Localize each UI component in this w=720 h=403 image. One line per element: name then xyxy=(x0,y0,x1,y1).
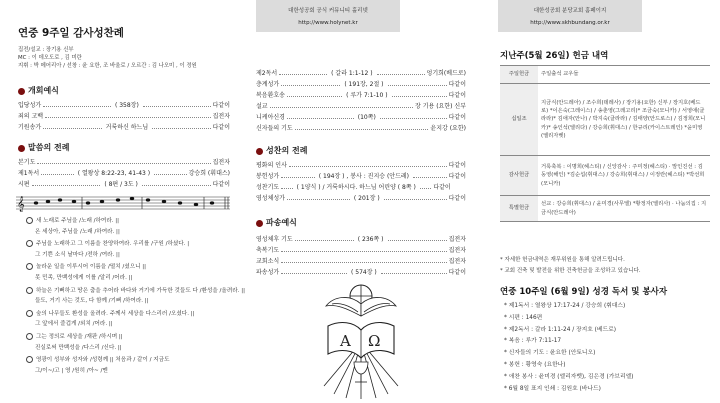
psalm-line: 들도, 거기 사는 것도, 다 함께 /기뻐 /하여라. || xyxy=(35,298,149,305)
order-row: 제1독서 ( 열왕상 8:22-23, 41-43 ) 강승희 (휘대스) xyxy=(18,169,231,177)
reading-item: * 애찬 봉사 : 윤미경 (엘리자벳), 김은경 (가브리엘) xyxy=(504,373,634,380)
order-row: 영성체성가 ( 201장 ) 다같이 xyxy=(256,194,466,202)
left-column xyxy=(0,0,245,403)
psalm-line: 그 기쁜 소식 날마다 /전하 /여라. || xyxy=(35,251,120,258)
banner-title: 대한성공회 공식 커뮤니티 홀리넷 xyxy=(288,8,368,14)
psalm-line: 새 노래로 주님을 /노래 /하여라. || xyxy=(26,217,119,225)
psalm-chant-staff xyxy=(16,194,230,212)
order-row: 시편 ( 8편 / 3도 ) 다같이 xyxy=(18,180,231,188)
church-emblem-illustration xyxy=(320,282,402,400)
offering-content: 선교 : 강승희(휘대스) / 윤미경(사무엘) *황정자(엘리사) · 나눔의집 : 지금식(안드레아) xyxy=(538,196,710,222)
reading-item: * 제2독서 : 갈라 1:11-24 / 장지호 (베드로) xyxy=(504,326,616,333)
order-row: 입당성가 ( 358장) 다같이 xyxy=(18,101,231,109)
offering-content: 주일출석 교우들 xyxy=(538,66,710,84)
offering-title: 지난주(5월 26일) 헌금 내역 xyxy=(500,51,609,61)
right-column xyxy=(480,0,720,403)
psalm-line: 숲의 나무들도 환성을 올려라. 주께서 세상을 다스리러 /오셨다. || xyxy=(26,310,195,318)
verse-circle-icon xyxy=(26,217,33,224)
reading-item: * 신자들의 기도 : 윤요한 (안토니오) xyxy=(504,350,596,357)
order-row: 제2독서 ( 갈라 1:1-12 ) 엉기희(베드로) xyxy=(256,69,467,77)
order-row: 니케아신경 (10쪽) 다같이 xyxy=(256,113,466,121)
section-bullet-icon xyxy=(256,220,263,227)
reading-item: * 복음 : 루가 7:11-17 xyxy=(504,338,562,345)
info-officiant: 집전/설교 : 장기용 신부 xyxy=(18,47,74,53)
table-row xyxy=(500,196,710,222)
holynet-banner xyxy=(256,0,400,32)
reading-item: * 봉헌 : 황영숙 (요한나) xyxy=(504,362,566,368)
offering-note: * 교회 건축 및 발전을 위한 건축헌금을 조성하고 있습니다. xyxy=(500,268,641,274)
banner-url[interactable]: http://www.skhbundang.or.kr xyxy=(530,19,610,26)
order-row: 복음환호송 ( 루가 7:1-10 ) 다같이 xyxy=(256,91,467,99)
table-row xyxy=(500,84,710,156)
verse-circle-icon xyxy=(26,287,33,294)
order-row: 본기도 집전자 xyxy=(18,158,230,166)
section-bullet-icon xyxy=(18,145,25,152)
reading-item: * 시편 : 146편 xyxy=(504,314,543,321)
middle-column xyxy=(240,0,480,403)
page-title: 연중 9주일 감사성찬례 xyxy=(18,27,124,39)
section-heading-opening: 개회예식 xyxy=(18,86,59,96)
psalm-line: 못 민족, 만백성에게 이를 /알리 /어라. || xyxy=(35,275,133,281)
reading-item: * 제1독서 : 열왕상 17:17-24 / 강승희 (휘대스) xyxy=(504,303,626,309)
psalm-line: 하늘은 기뻐하고 땅은 춤을 추어라 바다와 거기에 가득한 것들도 다 /환성을 /올려라. || xyxy=(26,287,245,295)
section-bullet-icon xyxy=(18,88,25,95)
order-row: 설교 장 기용 (요한) 신부 xyxy=(256,102,466,110)
psalm-line: 그는 정의로 세상을 /재판 /하시며 || xyxy=(26,333,123,341)
svg-text:𝄞: 𝄞 xyxy=(17,197,25,212)
svg-text:A: A xyxy=(340,332,351,350)
section-bullet-icon xyxy=(256,148,263,155)
offering-content: 거룩축복 : 이명희(헤스티) / 신앙감사 : 주미정(헤스티) · 맘인진선 : 김동영(해인) *김순섭(휘대스) / 강승희(휘대스) / 이정란(헤스티) *박선희(모니카) xyxy=(538,156,710,196)
psalm-line: 영광이 성부와 성자와 /성령께 || 처음과 / 같이 / 지금도 xyxy=(26,356,170,364)
offering-category: 주일헌금 xyxy=(500,66,538,84)
order-row: 영성체후 기도 ( 236쪽 ) 집전자 xyxy=(256,235,467,243)
offering-content: 지금식(안드레아) / 조수희(데레사) / 장기용(요한) 신부 / 장지호(베드로) *이은숙(그레이스) / 송춘영(그레고리)* 조금숙(모니카) / 서영애(클라라)* 김애자(안나) / 박지숙(클라라) / 김태양(안드로스) / 김정희(모니카)* 송인석(엘리다) / 강승희(휘대스) / 한규리(카이스트레인) *윤미영(엘리자벳) xyxy=(538,84,710,156)
section-heading-word: 말씀의 전례 xyxy=(18,143,69,153)
psalm-line: 놀라운 일을 이루시어 이름을 /떨치 /셨으니 || xyxy=(26,263,146,271)
order-row: 봉헌성가 ( 194장 ) , 봉사 : 진지승 (안드레) 다같이 xyxy=(256,172,466,180)
banner-title: 대한성공회 분당교회 홈페이지 xyxy=(533,8,607,14)
order-row: 파송성가 ( 574장 ) 다같이 xyxy=(256,268,467,276)
order-row: 죄의 고백 집전자 xyxy=(18,112,230,120)
banner-url[interactable]: http://www.holynet.kr xyxy=(298,19,358,26)
bundang-banner xyxy=(498,0,642,32)
psalm-line: 주님을 노래하고 그 이름을 찬양하여라. 우리를 /구원 /하셨다. | xyxy=(26,240,189,248)
verse-circle-icon xyxy=(26,240,33,247)
order-row: 축복기도 집전자 xyxy=(256,246,466,254)
reading-title: 연중 10주일 (6월 9일) 성경 독서 및 봉사자 xyxy=(500,287,668,297)
verse-circle-icon xyxy=(26,310,33,317)
psalm-line: 그 앞에서 즐겁게 /외치 /어라. || xyxy=(35,321,113,328)
offering-note: * 자세한 헌금내역은 재무위원을 통해 알려드립니다. xyxy=(500,257,625,263)
psalm-line: 온 세상아, 주님을 /노래 /하여라. || xyxy=(35,228,120,235)
table-row xyxy=(500,66,710,84)
reading-item: * 6월 8일 표지 인쇄 : 김원호 (바나드) xyxy=(504,385,601,392)
order-row: 기원송가 거룩하신 하느님 다같이 xyxy=(18,123,230,131)
verse-circle-icon xyxy=(26,263,33,270)
table-row xyxy=(500,156,710,196)
order-row: 평화의 인사 다같이 xyxy=(256,161,466,169)
info-music: 지휘 : 박 메어리아 / 선창 : 윤 요한, 조 바울로 / 오르간 : 김 나오미 , 이 정원 xyxy=(18,63,197,69)
order-row: 교회소식 집전자 xyxy=(256,257,466,265)
order-row: 층계성가 ( 191장, 2절 ) 다같이 xyxy=(256,80,467,88)
order-row: 신자들의 기도 윤지강 (요한) xyxy=(256,124,466,132)
info-mc: MC : 이 데오도로 , 김 미란 xyxy=(18,55,82,61)
order-row: 성찬기도 ( 1양식 ) / 거룩하시다. 하느님 어린양 ( 8쪽 ) 다같이 xyxy=(256,183,451,191)
psalm-line: 그/이~/고 | 영 /원히 /아~ /멘 xyxy=(35,367,108,374)
verse-circle-icon xyxy=(26,333,33,340)
offering-category: 십일조 xyxy=(500,84,538,156)
verse-circle-icon xyxy=(26,356,33,363)
section-heading-dismissal: 파송예식 xyxy=(256,218,297,228)
offering-table xyxy=(500,65,710,222)
psalm-line: 진실로써 만백성을 /다스리 /신다. || xyxy=(35,344,122,351)
offering-category: 특별헌금 xyxy=(500,196,538,222)
section-heading-eucharist: 성찬의 전례 xyxy=(256,146,307,156)
offering-category: 감사헌금 xyxy=(500,156,538,196)
svg-text:Ω: Ω xyxy=(368,332,381,350)
